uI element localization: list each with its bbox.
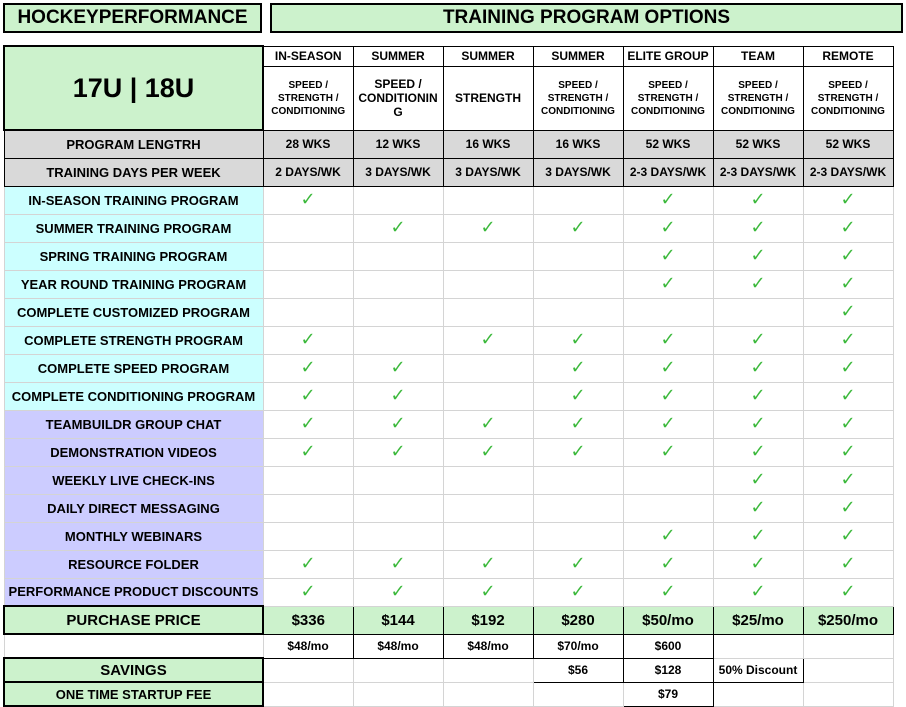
check-icon: ✓ [300, 329, 316, 349]
check-icon: ✓ [390, 441, 406, 461]
feature-cell [713, 494, 803, 522]
check-icon: ✓ [390, 413, 406, 433]
check-icon: ✓ [750, 385, 766, 405]
savings-4: $56 [533, 658, 623, 682]
training-days-label: TRAINING DAYS PER WEEK [4, 158, 263, 186]
startup-fee-5: $79 [623, 682, 713, 706]
program-length-1: 28 WKS [263, 130, 353, 158]
column-type-3: STRENGTH [443, 66, 533, 130]
feature-label: YEAR ROUND TRAINING PROGRAM [4, 270, 263, 298]
feature-cell [263, 578, 353, 606]
column-type-4: SPEED / STRENGTH / CONDITIONING [533, 66, 623, 130]
check-icon: ✓ [660, 525, 676, 545]
check-icon: ✓ [570, 553, 586, 573]
feature-cell [263, 522, 353, 550]
feature-cell [443, 522, 533, 550]
table-row [4, 410, 893, 438]
feature-cell [623, 494, 713, 522]
check-icon: ✓ [480, 581, 496, 601]
feature-cell [443, 550, 533, 578]
feature-cell [713, 578, 803, 606]
column-name-6: TEAM [713, 46, 803, 66]
program-length-2: 12 WKS [353, 130, 443, 158]
purchase-price-6: $25/mo [713, 606, 803, 634]
table-row [4, 354, 893, 382]
check-icon: ✓ [390, 357, 406, 377]
feature-cell [713, 382, 803, 410]
program-length-3: 16 WKS [443, 130, 533, 158]
feature-cell [803, 354, 893, 382]
feature-label: DEMONSTRATION VIDEOS [4, 438, 263, 466]
feature-cell [803, 298, 893, 326]
feature-cell [443, 466, 533, 494]
feature-cell [443, 578, 533, 606]
feature-cell [353, 354, 443, 382]
check-icon: ✓ [300, 189, 316, 209]
column-name-1: IN-SEASON [263, 46, 353, 66]
startup-fee-2 [353, 682, 443, 706]
check-icon: ✓ [840, 581, 856, 601]
table-row [4, 494, 893, 522]
feature-cell [623, 242, 713, 270]
feature-label: COMPLETE SPEED PROGRAM [4, 354, 263, 382]
check-icon: ✓ [660, 581, 676, 601]
column-name-2: SUMMER [353, 46, 443, 66]
feature-cell [353, 242, 443, 270]
startup-fee-6 [713, 682, 803, 706]
check-icon: ✓ [840, 553, 856, 573]
feature-cell [263, 298, 353, 326]
table-row [4, 46, 893, 66]
startup-fee-3 [443, 682, 533, 706]
check-icon: ✓ [840, 189, 856, 209]
table-row [4, 214, 893, 242]
program-length-5: 52 WKS [623, 130, 713, 158]
feature-cell [713, 242, 803, 270]
feature-cell [713, 550, 803, 578]
feature-cell [623, 270, 713, 298]
feature-cell [713, 354, 803, 382]
feature-cell [713, 214, 803, 242]
savings-5: $128 [623, 658, 713, 682]
table-row [4, 186, 893, 214]
feature-cell [443, 242, 533, 270]
feature-cell [263, 214, 353, 242]
feature-cell [263, 326, 353, 354]
check-icon: ✓ [840, 441, 856, 461]
feature-cell [713, 326, 803, 354]
feature-label: COMPLETE CUSTOMIZED PROGRAM [4, 298, 263, 326]
feature-cell [803, 242, 893, 270]
feature-cell [623, 382, 713, 410]
savings-label: SAVINGS [4, 658, 263, 682]
training-days-3: 3 DAYS/WK [443, 158, 533, 186]
feature-cell [263, 466, 353, 494]
check-icon: ✓ [300, 581, 316, 601]
check-icon: ✓ [750, 497, 766, 517]
age-group-label: 17U | 18U [4, 46, 263, 130]
feature-cell [263, 494, 353, 522]
startup-fee-label: ONE TIME STARTUP FEE [4, 682, 263, 706]
feature-cell [353, 494, 443, 522]
feature-cell [803, 326, 893, 354]
check-icon: ✓ [750, 441, 766, 461]
check-icon: ✓ [840, 301, 856, 321]
feature-label: TEAMBUILDR GROUP CHAT [4, 410, 263, 438]
check-icon: ✓ [480, 441, 496, 461]
feature-cell [803, 494, 893, 522]
check-icon: ✓ [840, 385, 856, 405]
feature-cell [533, 326, 623, 354]
feature-cell [443, 354, 533, 382]
feature-cell [713, 270, 803, 298]
feature-cell [713, 438, 803, 466]
feature-cell [443, 410, 533, 438]
check-icon: ✓ [570, 329, 586, 349]
table-row [4, 438, 893, 466]
monthly-price-6 [713, 634, 803, 658]
feature-cell [353, 298, 443, 326]
feature-label: DAILY DIRECT MESSAGING [4, 494, 263, 522]
check-icon: ✓ [750, 189, 766, 209]
table-row [4, 606, 893, 634]
check-icon: ✓ [840, 413, 856, 433]
check-icon: ✓ [750, 245, 766, 265]
check-icon: ✓ [390, 581, 406, 601]
feature-cell [353, 550, 443, 578]
feature-cell [263, 186, 353, 214]
check-icon: ✓ [570, 217, 586, 237]
feature-cell [353, 410, 443, 438]
column-type-6: SPEED / STRENGTH / CONDITIONING [713, 66, 803, 130]
purchase-price-2: $144 [353, 606, 443, 634]
feature-cell [353, 214, 443, 242]
purchase-price-4: $280 [533, 606, 623, 634]
feature-cell [803, 186, 893, 214]
program-length-label: PROGRAM LENGTRH [4, 130, 263, 158]
check-icon: ✓ [750, 357, 766, 377]
purchase-price-7: $250/mo [803, 606, 893, 634]
table-row [4, 270, 893, 298]
check-icon: ✓ [570, 413, 586, 433]
table-row [4, 550, 893, 578]
feature-cell [623, 354, 713, 382]
check-icon: ✓ [390, 553, 406, 573]
table-row [4, 634, 893, 658]
check-icon: ✓ [660, 217, 676, 237]
feature-label: MONTHLY WEBINARS [4, 522, 263, 550]
feature-label: COMPLETE STRENGTH PROGRAM [4, 326, 263, 354]
check-icon: ✓ [840, 273, 856, 293]
training-days-6: 2-3 DAYS/WK [713, 158, 803, 186]
check-icon: ✓ [660, 441, 676, 461]
check-icon: ✓ [840, 217, 856, 237]
column-type-5: SPEED / STRENGTH / CONDITIONING [623, 66, 713, 130]
check-icon: ✓ [300, 441, 316, 461]
check-icon: ✓ [660, 329, 676, 349]
brand-title: HOCKEYPERFORMANCE [3, 3, 262, 33]
monthly-price-4: $70/mo [533, 634, 623, 658]
table-row [4, 326, 893, 354]
feature-label: SUMMER TRAINING PROGRAM [4, 214, 263, 242]
feature-cell [713, 186, 803, 214]
check-icon: ✓ [660, 357, 676, 377]
training-days-4: 3 DAYS/WK [533, 158, 623, 186]
check-icon: ✓ [840, 329, 856, 349]
feature-cell [623, 410, 713, 438]
feature-cell [353, 522, 443, 550]
feature-cell [803, 382, 893, 410]
savings-3 [443, 658, 533, 682]
feature-cell [263, 354, 353, 382]
check-icon: ✓ [840, 357, 856, 377]
feature-cell [803, 466, 893, 494]
purchase-price-label: PURCHASE PRICE [4, 606, 263, 634]
feature-cell [533, 382, 623, 410]
feature-cell [443, 438, 533, 466]
feature-cell [443, 382, 533, 410]
feature-cell [803, 214, 893, 242]
feature-label: WEEKLY LIVE CHECK-INS [4, 466, 263, 494]
check-icon: ✓ [480, 413, 496, 433]
feature-cell [533, 270, 623, 298]
check-icon: ✓ [660, 245, 676, 265]
table-row [4, 682, 893, 706]
feature-cell [803, 578, 893, 606]
column-type-2: SPEED / CONDITIONIN G [353, 66, 443, 130]
monthly-price-5: $600 [623, 634, 713, 658]
feature-cell [533, 354, 623, 382]
feature-label: COMPLETE CONDITIONING PROGRAM [4, 382, 263, 410]
feature-cell [533, 522, 623, 550]
feature-cell [443, 494, 533, 522]
check-icon: ✓ [660, 553, 676, 573]
feature-cell [803, 550, 893, 578]
feature-label: IN-SEASON TRAINING PROGRAM [4, 186, 263, 214]
check-icon: ✓ [840, 525, 856, 545]
check-icon: ✓ [750, 329, 766, 349]
check-icon: ✓ [480, 329, 496, 349]
feature-cell [623, 326, 713, 354]
savings-6: 50% Discount [713, 658, 803, 682]
feature-label: SPRING TRAINING PROGRAM [4, 242, 263, 270]
feature-cell [443, 270, 533, 298]
feature-cell [533, 242, 623, 270]
feature-cell [533, 578, 623, 606]
savings-1 [263, 658, 353, 682]
check-icon: ✓ [660, 189, 676, 209]
training-days-1: 2 DAYS/WK [263, 158, 353, 186]
training-days-5: 2-3 DAYS/WK [623, 158, 713, 186]
feature-cell [533, 298, 623, 326]
feature-cell [803, 522, 893, 550]
feature-cell [803, 410, 893, 438]
feature-cell [713, 298, 803, 326]
column-name-3: SUMMER [443, 46, 533, 66]
savings-2 [353, 658, 443, 682]
column-name-7: REMOTE [803, 46, 893, 66]
feature-cell [623, 466, 713, 494]
feature-cell [443, 326, 533, 354]
purchase-price-1: $336 [263, 606, 353, 634]
check-icon: ✓ [750, 273, 766, 293]
feature-cell [623, 298, 713, 326]
main-title: TRAINING PROGRAM OPTIONS [270, 3, 903, 33]
check-icon: ✓ [750, 553, 766, 573]
table-row [4, 242, 893, 270]
feature-cell [623, 522, 713, 550]
check-icon: ✓ [300, 413, 316, 433]
feature-cell [623, 214, 713, 242]
feature-cell [803, 270, 893, 298]
monthly-price-1: $48/mo [263, 634, 353, 658]
column-type-7: SPEED / STRENGTH / CONDITIONING [803, 66, 893, 130]
table-row [4, 298, 893, 326]
column-type-1: SPEED / STRENGTH / CONDITIONING [263, 66, 353, 130]
startup-fee-4 [533, 682, 623, 706]
training-days-7: 2-3 DAYS/WK [803, 158, 893, 186]
feature-cell [263, 410, 353, 438]
training-days-2: 3 DAYS/WK [353, 158, 443, 186]
feature-cell [353, 270, 443, 298]
check-icon: ✓ [750, 525, 766, 545]
feature-cell [533, 410, 623, 438]
feature-cell [533, 550, 623, 578]
feature-cell [533, 186, 623, 214]
check-icon: ✓ [840, 497, 856, 517]
check-icon: ✓ [300, 357, 316, 377]
feature-cell [443, 186, 533, 214]
monthly-price-3: $48/mo [443, 634, 533, 658]
table-row [4, 466, 893, 494]
column-name-4: SUMMER [533, 46, 623, 66]
check-icon: ✓ [750, 469, 766, 489]
check-icon: ✓ [840, 469, 856, 489]
feature-cell [443, 214, 533, 242]
feature-label: PERFORMANCE PRODUCT DISCOUNTS [4, 578, 263, 606]
savings-7 [803, 658, 893, 682]
feature-cell [353, 466, 443, 494]
purchase-price-5: $50/mo [623, 606, 713, 634]
feature-cell [803, 438, 893, 466]
feature-cell [263, 382, 353, 410]
monthly-price-2: $48/mo [353, 634, 443, 658]
feature-cell [623, 550, 713, 578]
check-icon: ✓ [300, 553, 316, 573]
feature-cell [353, 186, 443, 214]
feature-cell [533, 494, 623, 522]
purchase-price-3: $192 [443, 606, 533, 634]
feature-cell [533, 214, 623, 242]
program-length-4: 16 WKS [533, 130, 623, 158]
table-row [4, 158, 893, 186]
check-icon: ✓ [480, 217, 496, 237]
feature-cell [623, 578, 713, 606]
check-icon: ✓ [750, 581, 766, 601]
feature-cell [713, 466, 803, 494]
check-icon: ✓ [840, 245, 856, 265]
feature-cell [353, 438, 443, 466]
check-icon: ✓ [660, 413, 676, 433]
table-row [4, 382, 893, 410]
feature-label: RESOURCE FOLDER [4, 550, 263, 578]
startup-fee-1 [263, 682, 353, 706]
program-comparison-table [3, 45, 894, 707]
feature-cell [263, 270, 353, 298]
table-row [4, 578, 893, 606]
column-name-5: ELITE GROUP [623, 46, 713, 66]
feature-cell [353, 326, 443, 354]
check-icon: ✓ [570, 441, 586, 461]
monthly-price-7 [803, 634, 893, 658]
feature-cell [443, 298, 533, 326]
feature-cell [713, 522, 803, 550]
startup-fee-7 [803, 682, 893, 706]
check-icon: ✓ [480, 553, 496, 573]
feature-cell [533, 438, 623, 466]
check-icon: ✓ [750, 413, 766, 433]
check-icon: ✓ [750, 217, 766, 237]
feature-cell [533, 466, 623, 494]
check-icon: ✓ [660, 273, 676, 293]
feature-cell [353, 382, 443, 410]
check-icon: ✓ [300, 385, 316, 405]
check-icon: ✓ [570, 581, 586, 601]
check-icon: ✓ [390, 385, 406, 405]
check-icon: ✓ [570, 357, 586, 377]
feature-cell [623, 186, 713, 214]
monthly-spacer [4, 634, 263, 658]
feature-cell [353, 578, 443, 606]
program-length-7: 52 WKS [803, 130, 893, 158]
check-icon: ✓ [570, 385, 586, 405]
table-row [4, 658, 893, 682]
feature-cell [713, 410, 803, 438]
feature-cell [263, 438, 353, 466]
program-length-6: 52 WKS [713, 130, 803, 158]
feature-cell [263, 242, 353, 270]
table-row [4, 522, 893, 550]
check-icon: ✓ [390, 217, 406, 237]
check-icon: ✓ [660, 385, 676, 405]
feature-cell [623, 438, 713, 466]
feature-cell [263, 550, 353, 578]
table-row [4, 130, 893, 158]
